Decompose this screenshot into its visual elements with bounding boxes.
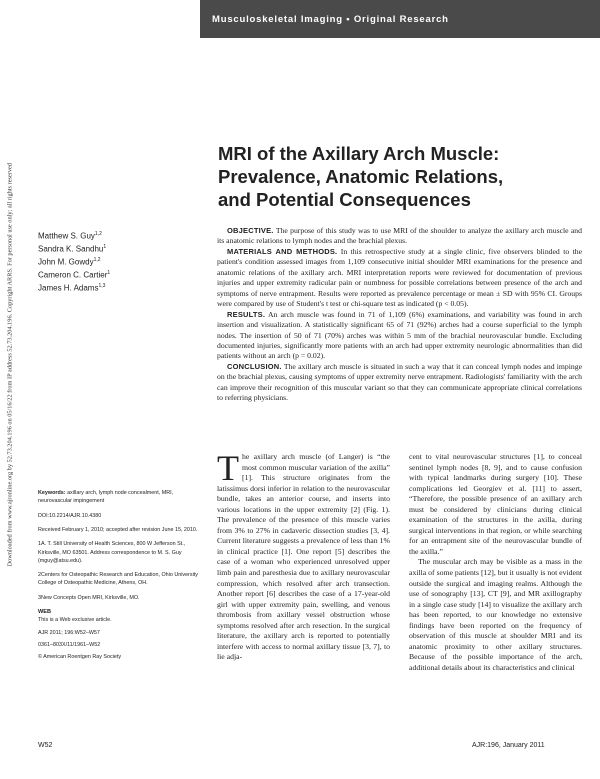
article-title xyxy=(218,142,588,211)
citation: AJR 2011; 196:W52–W57 xyxy=(38,629,100,636)
title-line: MRI of the Axillary Arch Muscle: xyxy=(218,143,500,164)
affiliation-1: 1A. T. Still University of Health Sciences, 800 W Jefferson St., Kirksville, MO 63501. Address correspondence to M. S. Guy (mguy@atsu.edu). xyxy=(38,541,186,564)
body-paragraph: cent to vital neurovascular structures [1], to conceal sentinel lymph nodes [8, 9], and to cause confusion with typical landmarks during surgery [10]. These complications led Georgiev et al. [11] to assert, “Therefore, the possible presence of an axillary arch must be considered by clinicians during clinical examination of the structures in the axilla, during surgical interventions in that region, or while searching for an entrapment site of the neurovascular bundle of the axilla.” xyxy=(409,452,582,556)
author: Cameron C. Cartier$^1$ xyxy=(38,269,111,280)
drop-cap: T xyxy=(217,448,239,488)
title-line: and Potential Consequences xyxy=(218,189,471,210)
title-line: Prevalence, Anatomic Relations, xyxy=(218,166,504,187)
body-column-1 xyxy=(217,448,390,663)
abstract-methods: MATERIALS AND METHODS. In this retrospective study at a single clinic, five observers blinded to the patient's condition assessed images from 1,109 consecutive initial shoulder MRI examinations for the presence and anatomic relations of the axillary arch. MRI interpretation reports were reviewed for documentation of previous injuries and upper extremity radicular pain or numbness for possible correlations between presence of the arch and symptoms of nerve entrapment. Results were reported as prevalence percentage or mean ± SD with 95% CI. Groups were compared by use of Student's t test or chi-square test as indicated (p < 0.05). xyxy=(217,246,582,309)
copyright: © American Roentgen Ray Society xyxy=(38,653,122,660)
article-metadata xyxy=(38,489,198,665)
section-header: Musculoskeletal Imaging • Original Research xyxy=(212,14,449,25)
received-date: Received February 1, 2010; accepted after revision June 15, 2010. xyxy=(38,526,198,533)
keywords: Keywords: axillary arch, lymph node concealment, MRI, neurovascular impingement xyxy=(38,490,174,505)
author-list xyxy=(38,229,198,294)
download-note: Downloaded from www.ajronline.org by 52.73.204.196 on 05/16/22 from IP address 52.73.204.196. Copyright ARRS. For personal use only; all rights reserved xyxy=(6,163,14,567)
affiliation-3: 3New Concepts Open MRI, Kirksville, MO. xyxy=(38,594,140,601)
body-paragraph: The axillary arch muscle (of Langer) is “the most common muscular variation of the axilla” [1]. This structure originates from the latissimus dorsi inferior in relation to the neurovascular bundle, takes an anterior course, and inserts into various locations in the upper extremity [2] (Fig. 1). The prevalence of the presence of this muscle varies from 3% to 27% in cadaveric dissection studies [3, 4]. Current literature suggests a prevalence of less than 1% in clinical practice [1]. One report [5] describes the case of a woman who experienced unresolved upper limb pain and paresthesia due to axillary neurovascular compression, which resolved after arch transection. Another report [6] describes the case of a 17-year-old girl with upper extremity pain, swelling, and venous thrombosis from axillary vessel obstruction whose symptoms resolved after arch resection. In the surgical literature, the axillary arch is reported to potentially interfere with access to normal axillary tissue [3, 7], to lie adja- xyxy=(217,448,390,662)
page-number: W52 xyxy=(38,742,53,749)
web-note: WEB This is a Web exclusive article. xyxy=(38,609,112,624)
author: John M. Gowdy$^{1,2}$ xyxy=(38,256,101,267)
affiliation-2: 2Centers for Osteopathic Research and Education, Ohio University College of Osteopathic Medicine, Athens, OH. xyxy=(38,572,199,587)
author: James H. Adams$^{1,3}$ xyxy=(38,282,106,293)
body-column-2 xyxy=(409,452,582,673)
abstract-results: RESULTS. An arch muscle was found in 71 of 1,109 (6%) examinations, and variability was found in arch insertion and visualization. A statistically significant 65 of 71 (92%) arches had a course superficial to the lymph nodes. The insertion of 50 of 71 (70%) arches was within 5 mm of the brachial neurovascular bundle. Excluding documented injuries, significantly more patients with an arch had upper extremity neurologic abnormalities than did patients without an arch (p = 0.02). xyxy=(217,309,582,361)
body-paragraph: The muscular arch may be visible as a mass in the axilla of some patients [12], but it usually is not evident outside the surgical and imaging realms. Although the use of sonography [13], CT [9], and MR axillography in a single case study [14] to visualize the axillary arch has been reported, to our knowledge no extensive findings have been reported on the frequency of observation of this muscle at shoulder MRI and its anatomic proximity to other axillary structures. Because of the possible importance of the arch, additional details about its characteristics and clinical xyxy=(409,557,582,672)
abstract xyxy=(217,226,582,404)
journal-footer: AJR:196, January 2011 xyxy=(472,742,545,749)
issn: 0361–803X/11/1961–W52 xyxy=(38,641,101,648)
doi: DOI:10.2214/AJR.10.4380 xyxy=(38,512,102,519)
abstract-conclusion: CONCLUSION. The axillary arch muscle is situated in such a way that it can conceal lymph nodes and impinge on the brachial plexus, causing symptoms of upper extremity nerve entrapment. Radiologists' familiarity with the arch can improve their recognition of this muscular variant so that they can communicate appropriate clinical correlations to referring physicians. xyxy=(217,361,582,403)
abstract-objective: OBJECTIVE. The purpose of this study was to use MRI of the shoulder to analyze the axillary arch muscle and its anatomic relations to lymph nodes and the brachial plexus. xyxy=(217,226,582,246)
author: Matthew S. Guy$^{1,2}$ xyxy=(38,231,102,241)
author: Sandra K. Sandhu$^1$ xyxy=(38,243,107,254)
